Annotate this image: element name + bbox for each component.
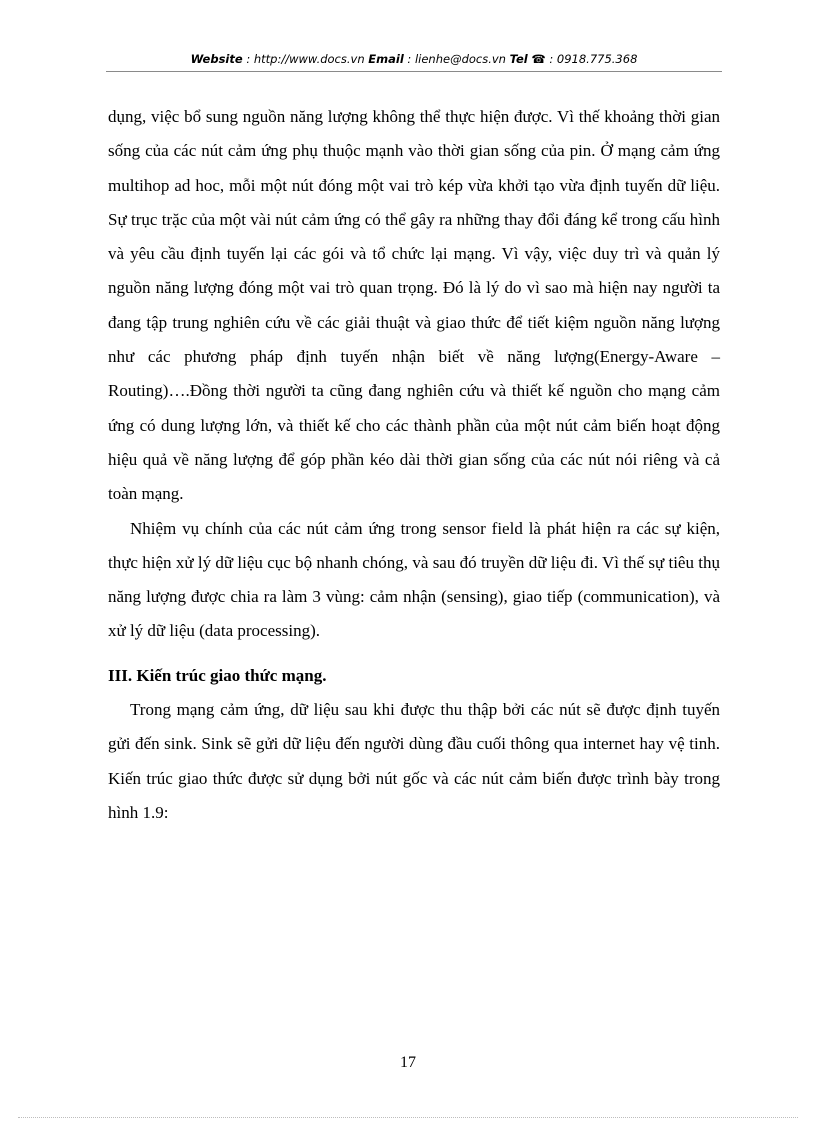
document-body xyxy=(108,100,720,830)
tel-value: : 0918.775.368 xyxy=(545,52,638,66)
spacer xyxy=(108,649,720,659)
header-divider xyxy=(106,71,722,72)
page-number: 17 xyxy=(400,1054,416,1071)
page-bottom-border xyxy=(18,1117,798,1118)
paragraph-3: Trong mạng cảm ứng, dữ liệu sau khi được thu thập bởi các nút sẽ được định tuyến gửi đến sink. Sink sẽ gửi dữ liệu đến người dùng đầu cuối thông qua internet hay vệ tinh. Kiến trúc giao thức được sử dụng bởi nút gốc và các nút cảm biến được trình bày trong hình 1.9: xyxy=(108,700,720,822)
page-header xyxy=(106,50,722,68)
section-heading: III. Kiến trúc giao thức mạng. xyxy=(108,665,327,685)
phone-icon: ☎ xyxy=(531,52,546,66)
paragraph-1: dụng, việc bổ sung nguồn năng lượng không thể thực hiện được. Vì thế khoảng thời gian sống của các nút cảm ứng phụ thuộc mạnh vào thời gian sống của pin. Ở mạng cảm ứng multihop ad hoc, mỗi một nút đóng một vai trò kép vừa khởi tạo vừa định tuyến dữ liệu. Sự trục trặc của một vài nút cảm ứng có thể gây ra những thay đổi đáng kể trong cấu hình và yêu cầu định tuyến lại các gói và tổ chức lại mạng. Vì vậy, việc duy trì và quản lý nguồn năng lượng đóng một vai trò quan trọng. Đó là lý do vì sao mà hiện nay người ta đang tập trung nghiên cứu về các giải thuật và giao thức để tiết kiệm nguồn năng lượng như các phương pháp định tuyến nhận biết về năng lượng(Energy-Aware –Routing)….Đồng thời người ta cũng đang nghiên cứu và thiết kế nguồn cho mạng cảm ứng có dung lượng lớn, và thiết kế cho các thành phần của một nút cảm biến hoạt động hiệu quả về năng lượng để góp phần kéo dài thời gian sống của các nút nói riêng và cả toàn mạng. xyxy=(108,107,720,504)
tel-label: Tel xyxy=(509,52,528,66)
email-label: Email xyxy=(368,52,404,66)
website-value: : http://www.docs.vn xyxy=(242,52,369,66)
paragraph-2: Nhiệm vụ chính của các nút cảm ứng trong sensor field là phát hiện ra các sự kiện, thực hiện xử lý dữ liệu cục bộ nhanh chóng, và sau đó truyền dữ liệu đi. Vì thế sự tiêu thụ năng lượng được chia ra làm 3 vùng: cảm nhận (sensing), giao tiếp (communication), và xử lý dữ liệu (data processing). xyxy=(108,518,720,641)
website-label: Website xyxy=(190,52,243,66)
email-value: : lienhe@docs.vn xyxy=(403,52,510,66)
